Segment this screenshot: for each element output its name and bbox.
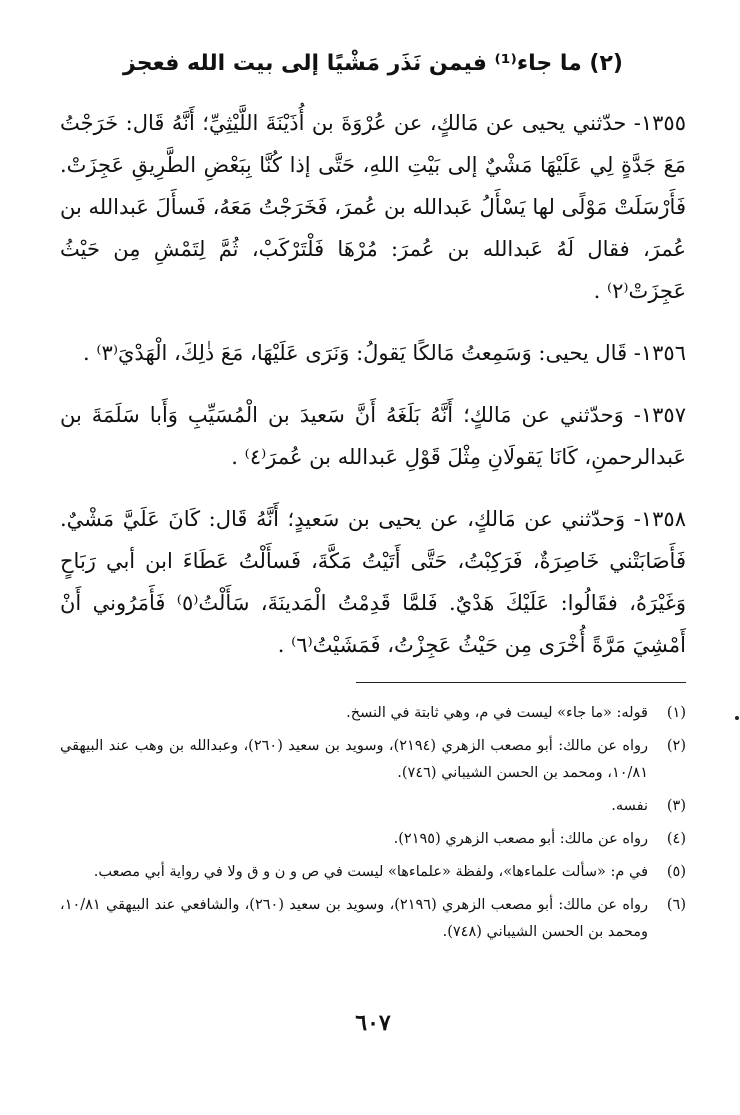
footnote-5 — [60, 859, 686, 886]
hadith-1355: ١٣٥٥- حدّثني يحيى عن مَالكٍ، عن عُرْوَةَ بن أُذَيْنَةَ اللَّيْثِيِّ؛ أَنَّهُ قَال: خَرَجْتُ مَعَ جَدَّةٍ لِي عَلَيْهَا مَشْيٌ إلى بَيْتِ اللهِ، حَتَّى إذا كُنَّا بِبَعْضِ الطَّرِيقِ عَجِزَتْ. فَأَرْسَلَتْ مَوْلًى لها يَسْأَلُ عَبدالله بن عُمرَ، فَخَرَجْتُ مَعَهُ، فَسأَلَ عَبدالله بن عُمرَ، فقال لَهُ عَبدالله بن عُمرَ: مُرْهَا فَلْتَرْكَبْ، ثُمَّ لِتَمْشِ مِن حَيْثُ عَجِزَتْ⁽٢⁾ . — [60, 111, 686, 303]
footnote-number: (٥) — [666, 864, 686, 880]
footnote-1 — [60, 700, 686, 727]
footnote-text: رواه عن مالك: أبو مصعب الزهري (٢١٩٥). — [393, 831, 648, 847]
hadith-1357: ١٣٥٧- وَحدّثني عن مَالكٍ؛ أَنَّهُ بَلَغَهُ أَنَّ سَعيدَ بن الْمُسَيِّبِ وَأَبا سَلَمَةَ بن عَبدالرحمنِ، كَانَا يَقولَانِ مِثْلَ قَوْلِ عَبدالله بن عُمرَ⁽٤⁾ . — [60, 403, 686, 469]
footnote-separator — [356, 682, 686, 683]
page-number: ٦٠٧ — [355, 1010, 391, 1036]
hadith-1358: ١٣٥٨- وَحدّثني عن مَالكٍ، عن يحيى بن سَعيدٍ؛ أَنَّهُ قَال: كَانَ عَلَيَّ مَشْيٌ. فَأَصَابَتْني خَاصِرَةٌ، فَرَكِبْتُ، حَتَّى أَتَيْتُ مَكَّةَ، فَسأَلْتُ عَطَاءَ ابن أبي رَبَاحٍ وَغَيْرَهُ، فقَالُوا: عَلَيْكَ هَدْيٌ. فَلمَّا قَدِمْتُ الْمَدينَةَ، سَأَلْتُ⁽٥⁾ فَأَمَرُوني أَنْ أَمْشِيَ مَرَّةً أُخْرَى مِن حَيْثُ عَجِزْتُ، فَمَشَيْتُ⁽٦⁾ . — [60, 507, 687, 657]
footnote-text: رواه عن مالك: أبو مصعب الزهري (٢١٩٤)، وسويد بن سعيد (٢٦٠)، وعبدالله بن وهب عند البيهقي ١٠/٨١، ومحمد بن الحسن الشيباني (٧٤٦). — [60, 738, 648, 781]
footnote-number: (٢) — [666, 738, 686, 754]
footnote-text: قوله: «ما جاء» ليست في م، وهي ثابتة في النسخ. — [346, 705, 648, 721]
footnote-4 — [60, 826, 686, 853]
book-page — [60, 44, 686, 1084]
footnote-number: (٤) — [666, 831, 686, 847]
footnote-text: نفسه. — [611, 798, 648, 814]
footnotes — [60, 700, 686, 952]
hadith-1356: ١٣٥٦- قَال يحيى: وَسَمِعتُ مَالكًا يَقولُ: وَنَرَى عَلَيْهَا، مَعَ ذٰلِكَ، الْهَدْيَ⁽٣⁾ . — [83, 341, 686, 365]
footnote-2 — [60, 733, 686, 787]
footnote-6 — [60, 892, 686, 946]
margin-dot — [735, 716, 739, 720]
footnote-number: (١) — [666, 705, 686, 721]
footnote-number: (٦) — [666, 897, 686, 913]
footnote-number: (٣) — [666, 798, 686, 814]
footnote-text: رواه عن مالك: أبو مصعب الزهري (٢١٩٦)، وسويد بن سعيد (٢٦٠)، والشافعي عند البيهقي ١٠/٨١، ومحمد بن الحسن الشيباني (٧٤٨). — [60, 897, 648, 940]
footnote-3 — [60, 793, 686, 820]
footnote-text: في م: «سألت علماءها»، ولفظة «علماءها» ليست في ص و ن و ق ولا في رواية أبي مصعب. — [93, 864, 648, 880]
chapter-heading: (٢) ما جاء⁽¹⁾ فيمن نَذَر مَشْيًا إلى بيت الله فعجز — [123, 51, 623, 76]
